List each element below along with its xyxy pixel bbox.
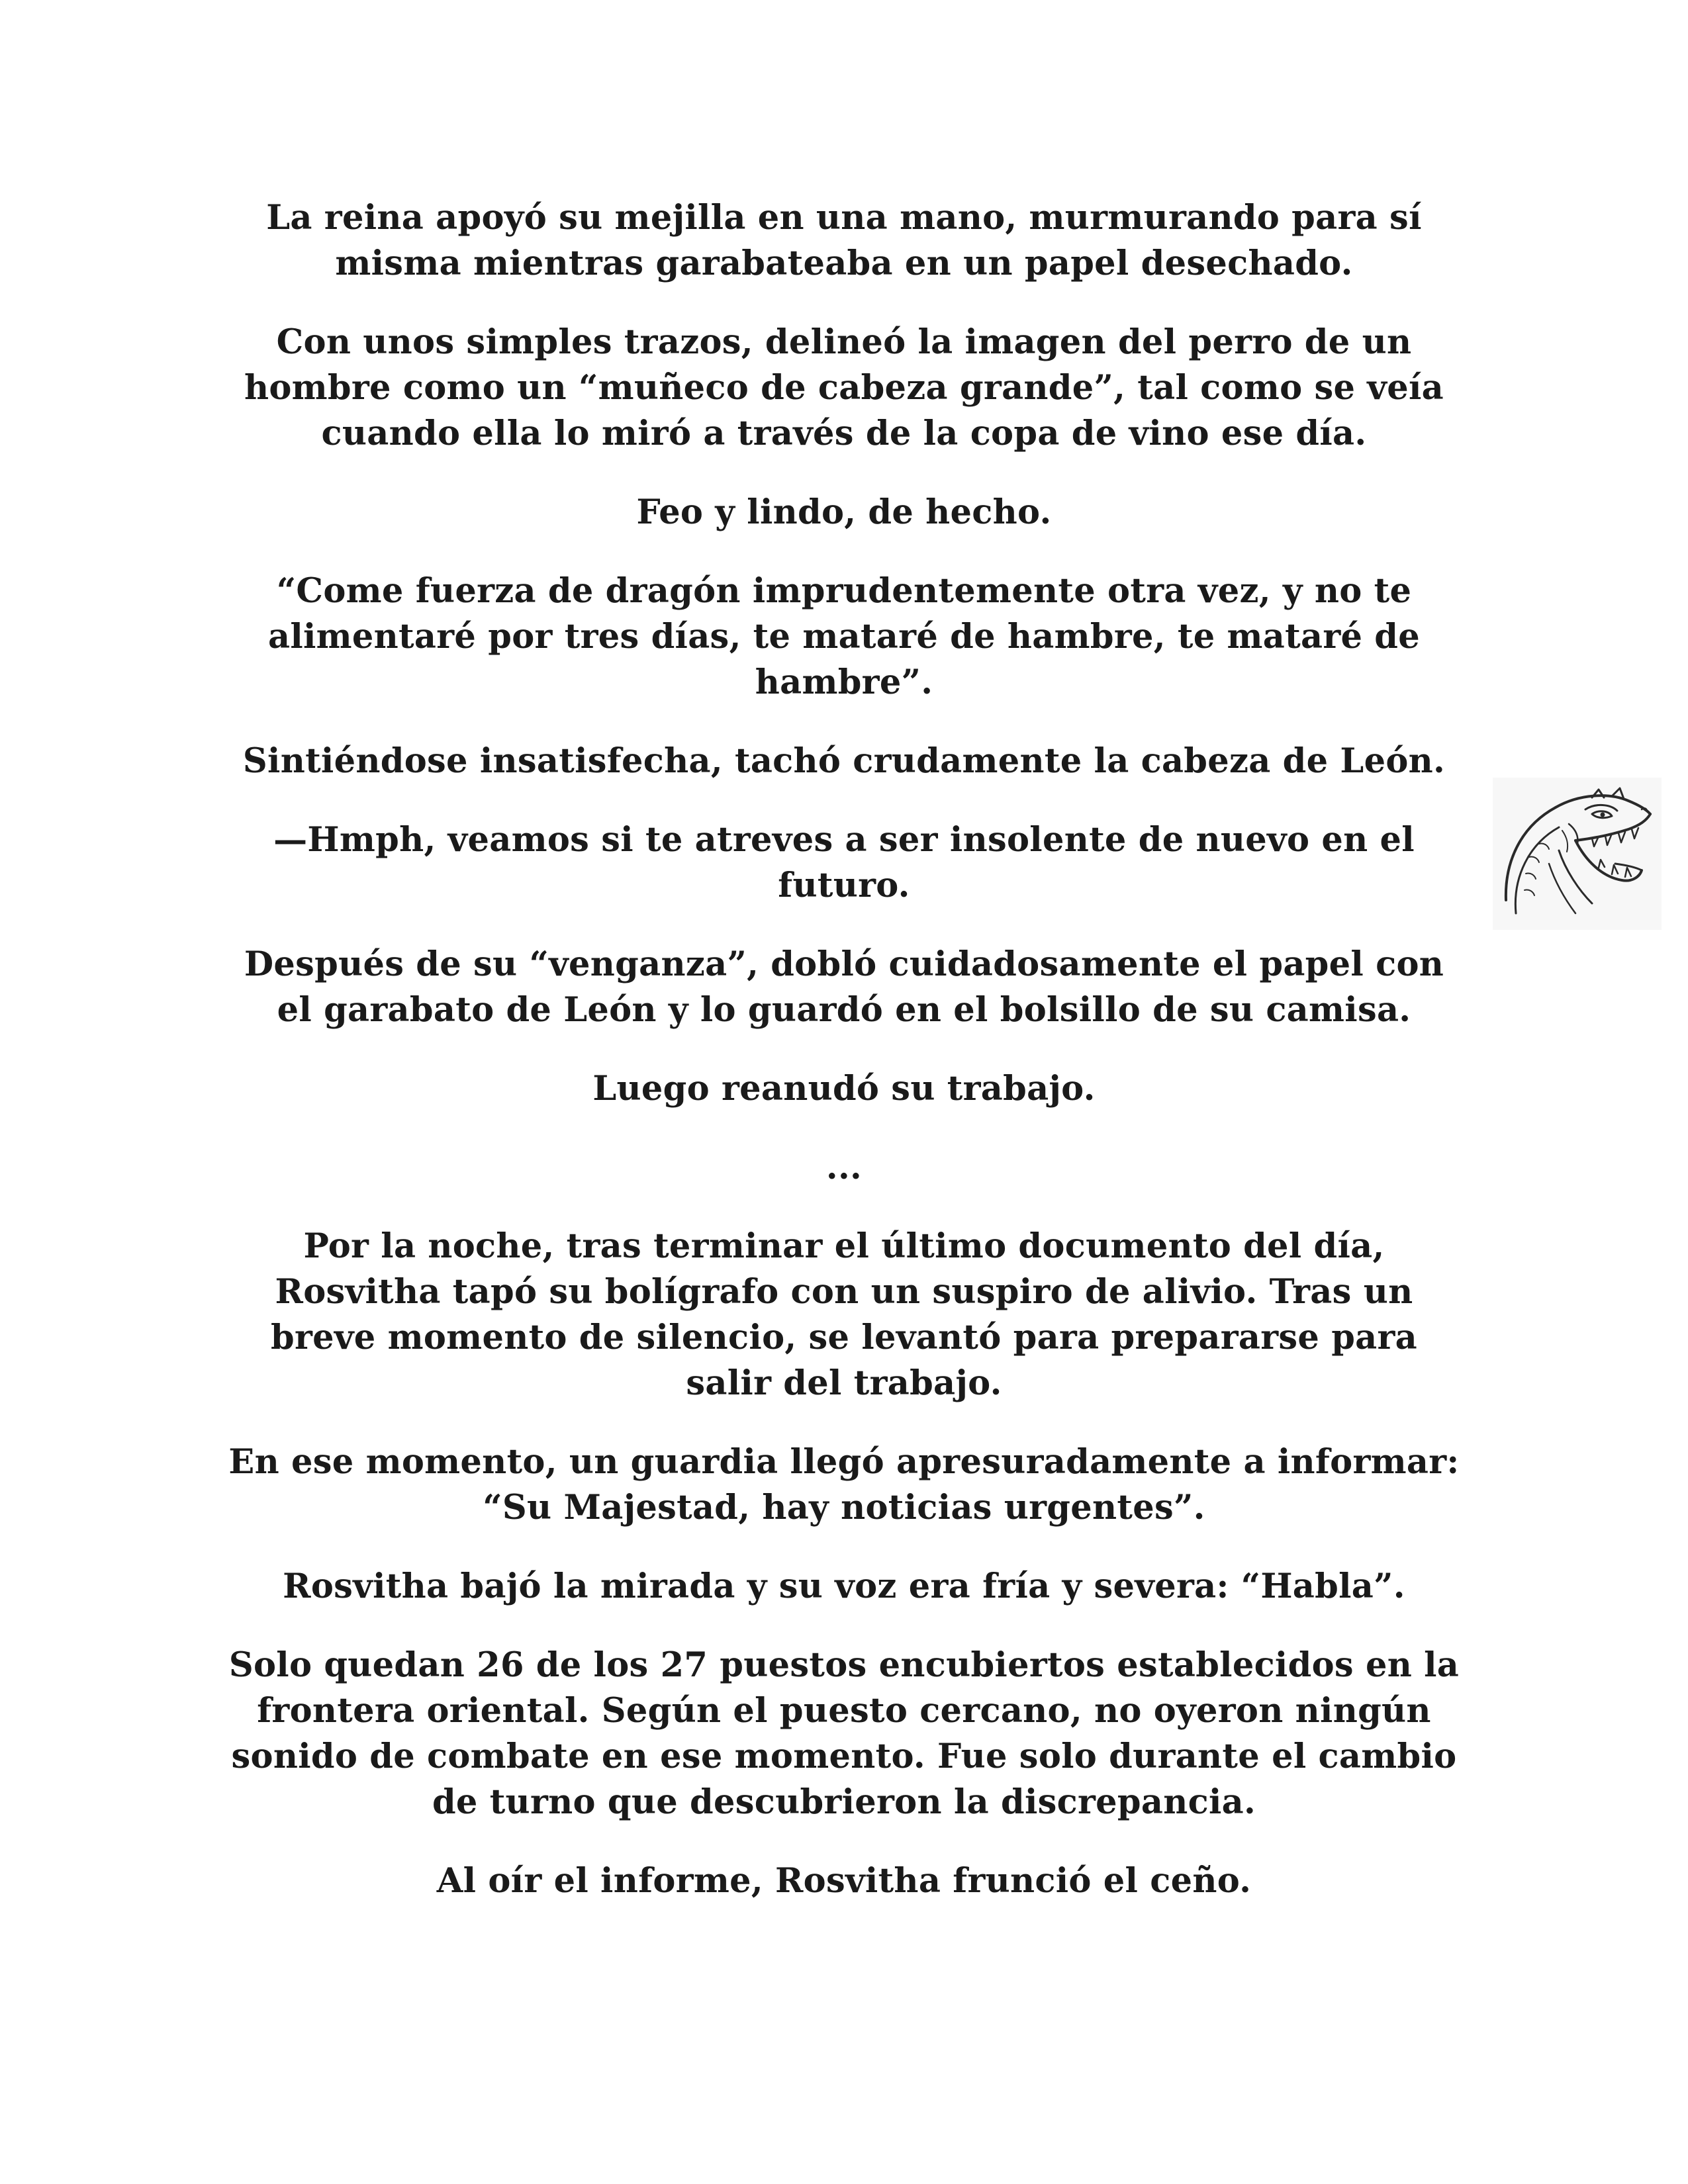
- paragraph: Feo y lindo, de hecho.: [636, 492, 1052, 532]
- paragraph: La reina apoyó su mejilla en una mano, murmurando para sí misma mientras garabateaba en un papel desechado.: [266, 198, 1422, 283]
- dragon-head-sketch-icon: [1493, 778, 1662, 930]
- paragraph: En ese momento, un guardia llegó apresuradamente a informar: “Su Majestad, hay noticias urgentes”.: [228, 1442, 1460, 1527]
- scene-break: ...: [825, 1148, 863, 1187]
- paragraph: Por la noche, tras terminar el último documento del día, Rosvitha tapó su bolígrafo con un suspiro de alivio. Tras un breve momento de silencio, se levantó para prepararse para salir del trabajo.: [270, 1226, 1418, 1403]
- paragraph: —Hmph, veamos si te atreves a ser insolente de nuevo en el futuro.: [273, 820, 1415, 905]
- paragraph: Rosvitha bajó la mirada y su voz era fría y severa: “Habla”.: [283, 1567, 1405, 1606]
- paragraph: Con unos simples trazos, delineó la imagen del perro de un hombre como un “muñeco de cabeza grande”, tal como se veía cuando ella lo miró a través de la copa de vino ese día.: [244, 322, 1444, 453]
- paragraph: Luego reanudó su trabajo.: [592, 1069, 1096, 1109]
- paragraph: Después de su “venganza”, dobló cuidadosamente el papel con el garabato de León y lo guardó en el bolsillo de su camisa.: [244, 944, 1444, 1030]
- paragraph: Al oír el informe, Rosvitha frunció el ceño.: [436, 1861, 1252, 1901]
- paragraph: “Come fuerza de dragón imprudentemente otra vez, y no te alimentaré por tres días, te mataré de hambre, te mataré de hambre”.: [267, 571, 1421, 702]
- paragraph: Sintiéndose insatisfecha, tachó crudamente la cabeza de León.: [242, 741, 1446, 781]
- paragraph: Solo quedan 26 de los 27 puestos encubiertos establecidos en la frontera oriental. Según el puesto cercano, no oyeron ningún sonido de combate en ese momento. Fue solo durante el cambio de turno que descubrieron la discrepancia.: [228, 1645, 1460, 1822]
- body-text: [225, 195, 1463, 1937]
